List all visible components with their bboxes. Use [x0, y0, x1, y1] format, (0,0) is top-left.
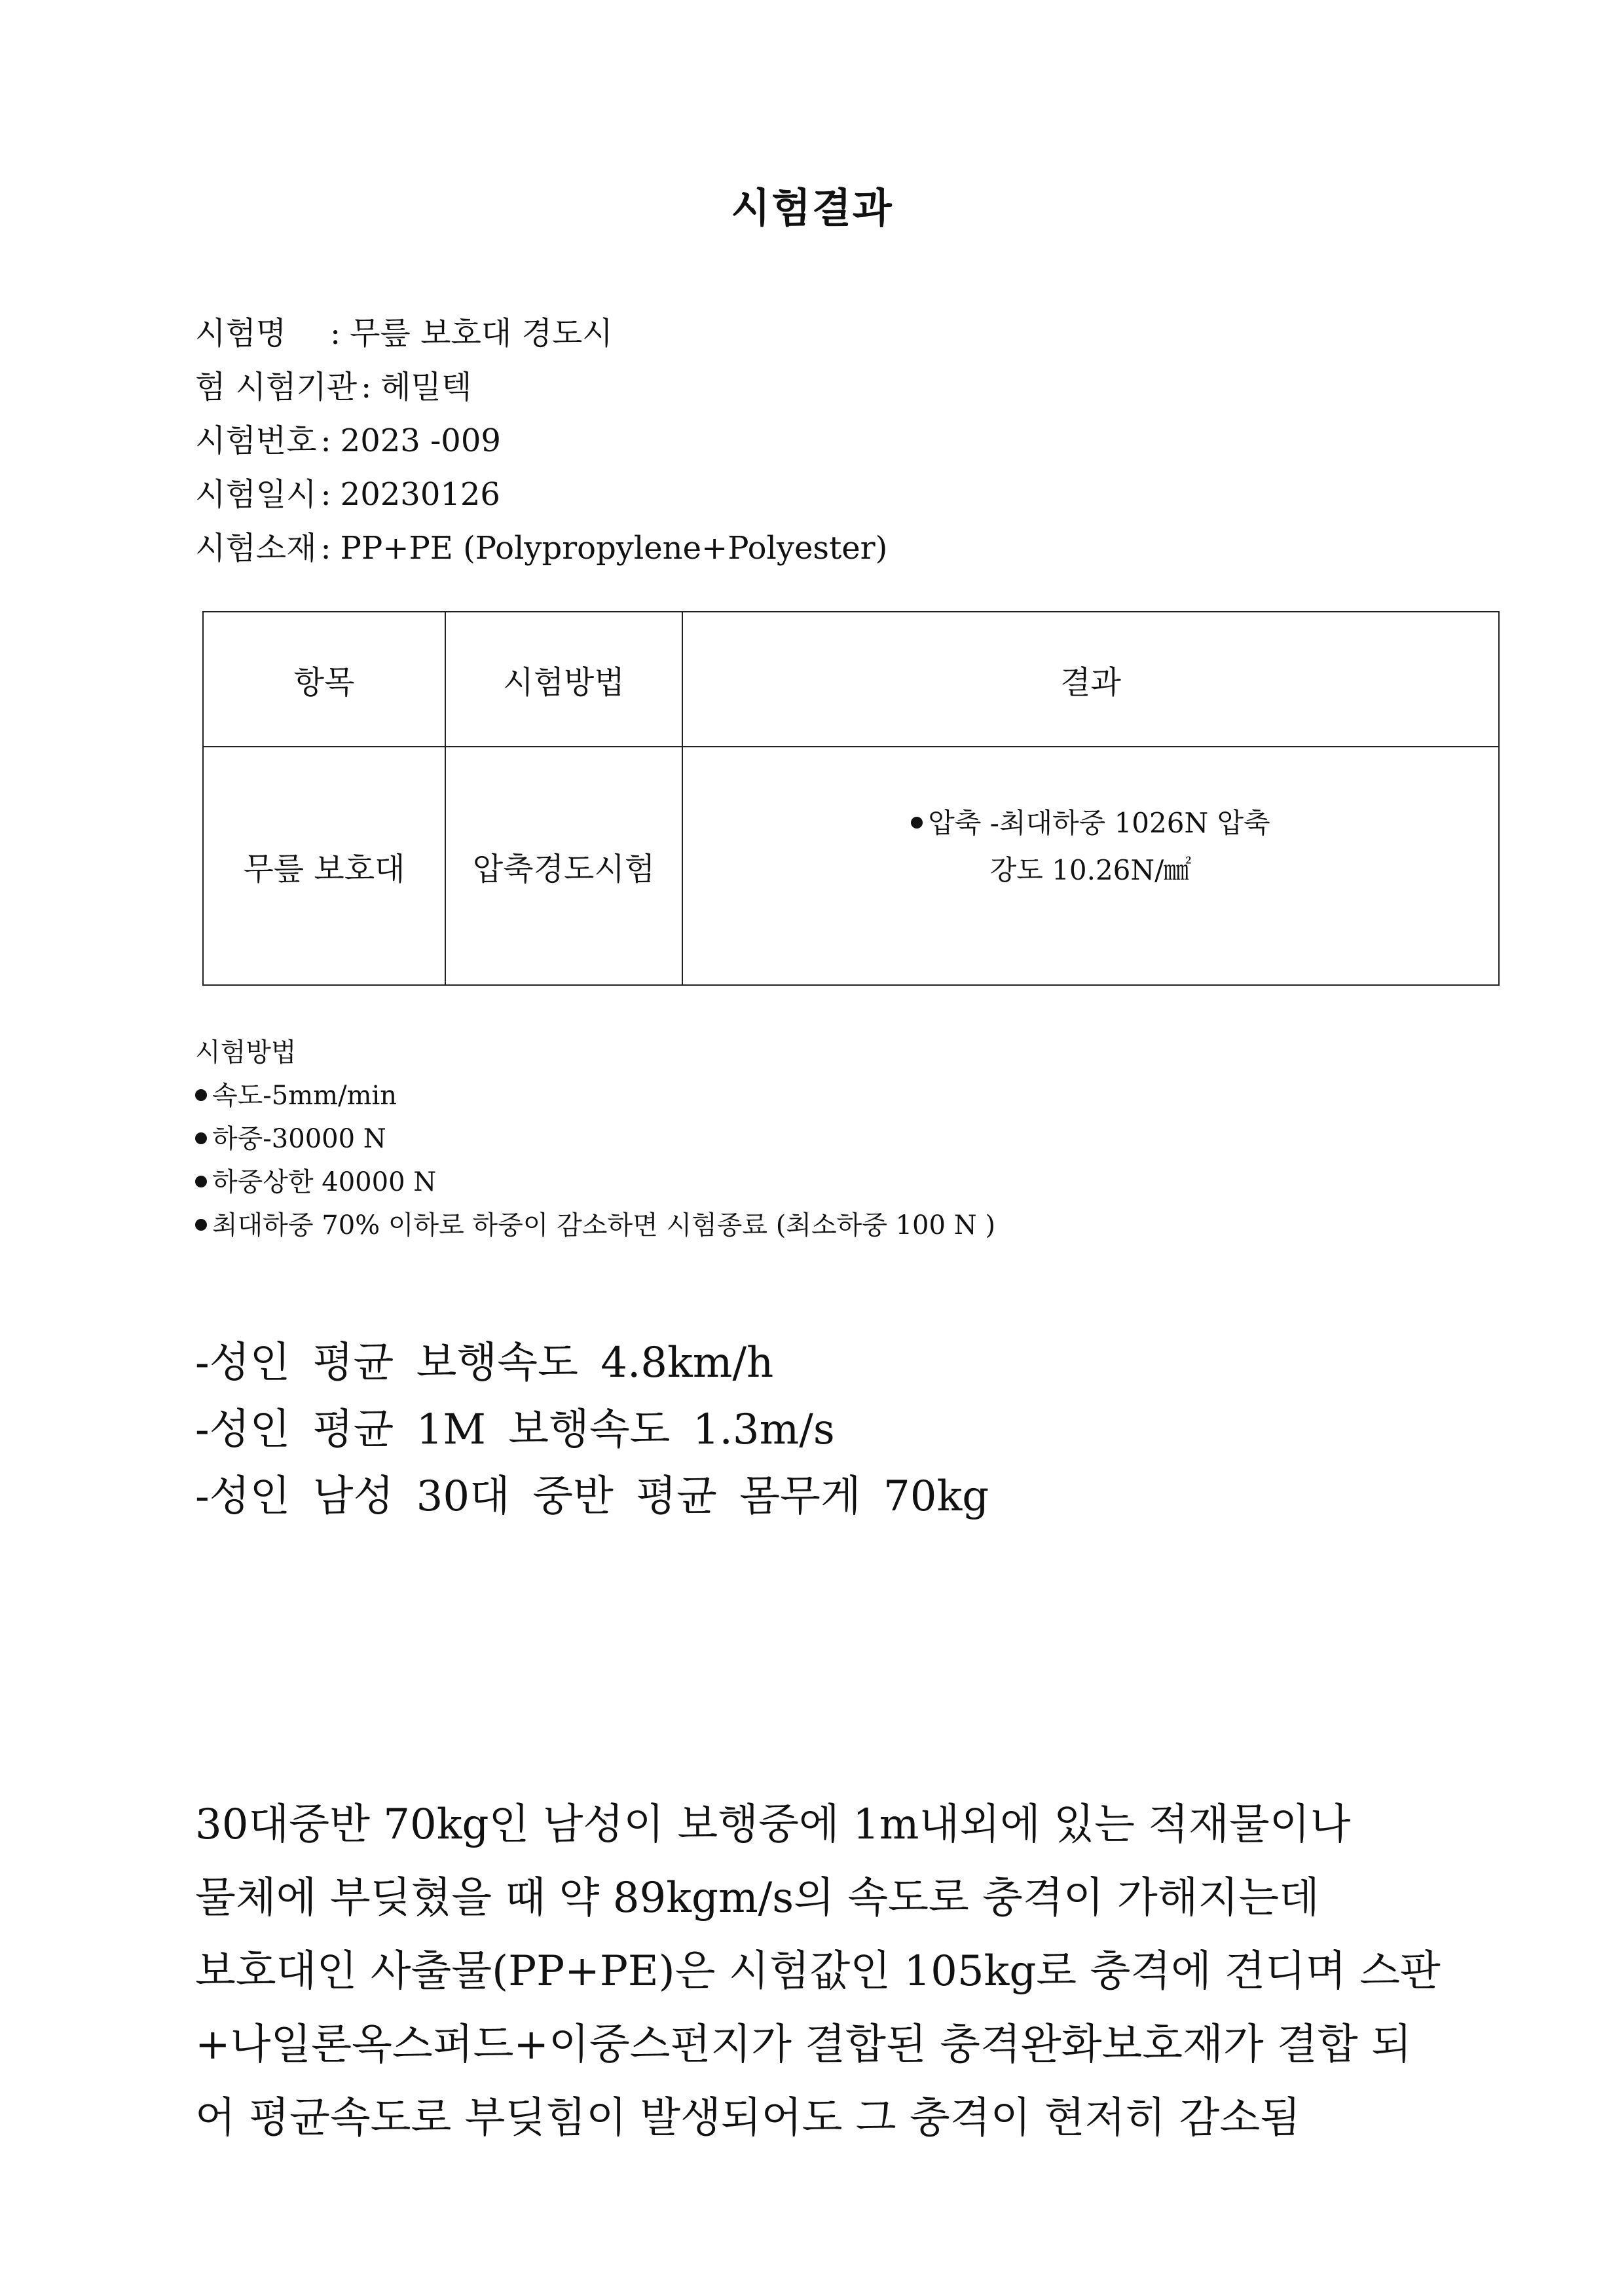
- stat-line: -성인 남성 30대 중반 평균 몸무게 70kg: [195, 1472, 989, 1521]
- info-label: 시험소재: [195, 530, 317, 567]
- info-line-test-agency: [195, 360, 1439, 414]
- info-line-test-number: [195, 414, 1439, 468]
- info-value: 헤밀텍: [380, 369, 472, 405]
- summary-line: 30대중반 70kg인 남성이 보행중에 1m내외에 있는 적재물이나: [195, 1801, 1351, 1849]
- stat-line: -성인 평균 보행속도 4.8km/h: [195, 1339, 774, 1387]
- cell-method: 압축경도시험: [445, 747, 682, 985]
- cell-item: 무릎 보호대: [203, 747, 445, 985]
- info-line-test-name: [195, 307, 1439, 360]
- info-line-test-date: [195, 468, 1439, 521]
- method-title: 시험방법: [195, 1037, 297, 1068]
- info-line-test-material: [195, 521, 1439, 575]
- method-item-text: 최대하중 70% 이하로 하중이 감소하면 시험종료 (최소하중 100 N ): [212, 1210, 995, 1241]
- info-label: 시험일시: [195, 476, 317, 513]
- method-item-text: 하중-30000 N: [212, 1124, 386, 1154]
- header-result: 결과: [682, 612, 1499, 747]
- header-method: 시험방법: [445, 612, 682, 747]
- result-line-2: 강도 10.26N/㎟: [989, 854, 1192, 886]
- info-separator: :: [361, 369, 372, 405]
- info-value: PP+PE (Polypropylene+Polyester): [340, 530, 888, 567]
- method-item-text: 하중상한 40000 N: [212, 1167, 437, 1197]
- bullet-icon: [195, 1176, 207, 1187]
- summary-line: +나일론옥스퍼드+이중스펀지가 결합된 충격완화보호재가 결합 되: [195, 2021, 1412, 2069]
- bullet-icon: [195, 1089, 207, 1101]
- result-line-1: [683, 800, 1498, 847]
- table-row: [203, 747, 1499, 985]
- info-label: 험 시험기관: [195, 369, 358, 405]
- summary-line: 물체에 부딪혔을 때 약 89kgm/s의 속도로 충격이 가해지는데: [195, 1874, 1320, 1922]
- test-method-section: [195, 1031, 1439, 1247]
- method-item: [195, 1117, 1439, 1161]
- result-text-1: 압축 -최대하중 1026N 압축: [928, 807, 1270, 839]
- table-header-row: [203, 612, 1499, 747]
- stat-line: -성인 평균 1M 보행속도 1.3m/s: [195, 1406, 835, 1454]
- method-item-text: 속도-5mm/min: [212, 1081, 397, 1111]
- info-separator: :: [320, 476, 331, 513]
- method-item: [195, 1161, 1439, 1204]
- info-value: 2023 -009: [340, 422, 501, 459]
- reference-stats: [195, 1330, 1439, 1530]
- page-title: 시험결과: [731, 184, 893, 232]
- bullet-icon: [911, 817, 923, 829]
- info-separator: :: [320, 530, 331, 567]
- bullet-icon: [195, 1132, 207, 1144]
- header-item: 항목: [203, 612, 445, 747]
- info-separator: :: [320, 422, 331, 459]
- summary-line: 어 평균속도로 부딪힘이 발생되어도 그 충격이 현저히 감소됨: [195, 2094, 1301, 2142]
- info-label: 시험명: [195, 315, 287, 352]
- result-table: [202, 611, 1500, 986]
- method-item: [195, 1204, 1439, 1247]
- bullet-icon: [195, 1219, 207, 1231]
- info-value: 20230126: [340, 476, 500, 513]
- info-label: 시험번호: [195, 422, 317, 459]
- cell-result: [682, 747, 1499, 985]
- summary-line: 보호대인 사출물(PP+PE)은 시험값인 105kg로 충격에 견디며 스판: [195, 1947, 1441, 1996]
- info-value: 무릎 보호대 경도시: [350, 315, 613, 352]
- test-info: [195, 307, 1439, 575]
- summary-paragraph: [195, 1788, 1441, 2155]
- info-separator: :: [330, 315, 341, 352]
- method-item: [195, 1074, 1439, 1117]
